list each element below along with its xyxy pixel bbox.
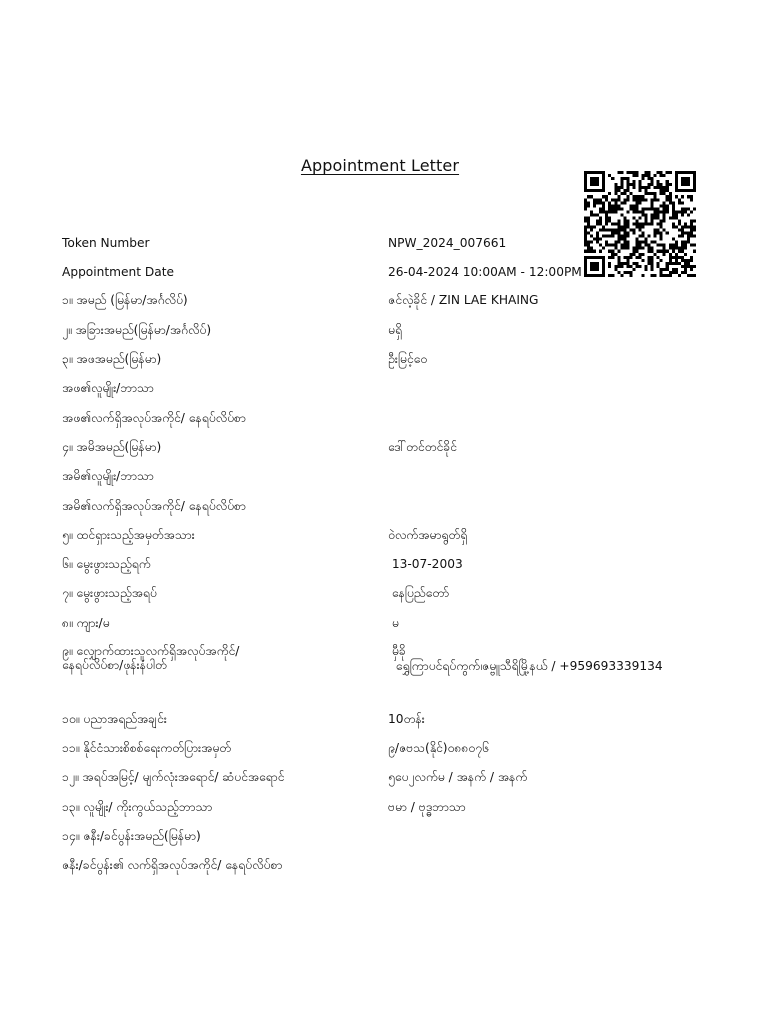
label-birth-date: ၆။ မွေးဖွားသည့်ရက်	[62, 557, 151, 571]
value-birth-date: 13-07-2003	[388, 557, 463, 571]
value-education: 10တန်း	[388, 712, 425, 726]
value-applicant-occupation-address-phone: မှီခို ရွှေကြာပင်ရပ်ကွက်၊ဇမ္ဗူသီရိမြို့နယ် / +959693339134	[391, 644, 663, 673]
value-appointment-date: 26-04-2024 10:00AM - 12:00PM	[388, 265, 582, 279]
label-appointment-date: Appointment Date	[62, 265, 175, 279]
label-education: ၁၀။ ပညာအရည်အချင်း	[62, 712, 167, 726]
label-identifying-mark: ၅။ ထင်ရှားသည့်အမှတ်အသား	[62, 528, 195, 542]
label-race-religion: ၁၃။ လူမျိုး/ ကိုးကွယ်သည့်ဘာသာ	[62, 800, 213, 814]
value-mother-name: ဒေါ်တင်တင်ခိုင်	[388, 440, 457, 454]
value-nrc-number: ၉/ဇဗသ(နိုင်)၀၈၈၀၇၆	[388, 741, 489, 755]
value-height-eye-hair: ၅ပေ၂လက်မ / အနက် / အနက်	[388, 770, 528, 784]
label-spouse-occupation-address: ဇနီး/ခင်ပွန်း၏ လက်ရှိအလုပ်အကိုင်/ နေရပ်လိပ်စာ	[62, 858, 283, 872]
qr-code-icon	[584, 171, 696, 277]
value-token-number: NPW_2024_007661	[388, 236, 507, 250]
label-mother-name: ၄။ အမိအမည်(မြန်မာ)	[62, 440, 162, 454]
page-title: Appointment Letter	[300, 156, 460, 175]
label-applicant-occupation-address-phone: ၉။ လျှောက်ထားသူလက်ရှိအလုပ်အကိုင်/ နေရပ်လိပ်စာ/ဖုန်းနံပါတ်	[62, 644, 240, 672]
label-mother-race-religion: အမိ၏လူမျိုး/ဘာသာ	[62, 469, 154, 483]
value-gender: မ	[388, 616, 399, 630]
label-father-occupation-address: အဖ၏လက်ရှိအလုပ်အကိုင်/ နေရပ်လိပ်စာ	[62, 411, 246, 425]
label-height-eye-hair: ၁၂။ အရပ်အမြင့်/ မျက်လုံးအရောင်/ ဆံပင်အရောင်	[62, 770, 285, 784]
label-nrc-number: ၁၁။ နိုင်ငံသားစိစစ်ရေးကတ်ပြားအမှတ်	[62, 741, 232, 755]
label-mother-occupation-address: အမိ၏လက်ရှိအလုပ်အကိုင်/ နေရပ်လိပ်စာ	[62, 499, 246, 513]
value-name: ဇင်လဲ့ခိုင် / ZIN LAE KHAING	[388, 293, 539, 307]
label-token-number: Token Number	[62, 236, 150, 250]
label-gender: ၈။ ကျား/မ	[62, 616, 110, 630]
value-birth-place: နေပြည်တော်	[388, 586, 450, 600]
label-birth-place: ၇။ မွေးဖွားသည့်အရပ်	[62, 586, 157, 600]
label-father-name: ၃။ အဖအမည်(မြန်မာ)	[62, 352, 162, 366]
label-spouse-name: ၁၄။ ဇနီး/ခင်ပွန်းအမည်(မြန်မာ)	[62, 829, 201, 843]
value-other-name: မရှိ	[388, 323, 402, 337]
value-race-religion: ဗမာ / ဗုဒ္ဓဘာသာ	[388, 800, 466, 814]
label-other-name: ၂။ အခြားအမည်(မြန်မာ/အင်္ဂလိပ်)	[62, 323, 212, 337]
value-father-name: ဦးမြင့်ဝေ	[388, 352, 428, 366]
label-name: ၁။ အမည် (မြန်မာ/အင်္ဂလိပ်)	[62, 293, 188, 307]
label-father-race-religion: အဖ၏လူမျိုး/ဘာသာ	[62, 381, 154, 395]
value-identifying-mark: ဝဲလက်အမာရွတ်ရှိ	[388, 528, 468, 542]
